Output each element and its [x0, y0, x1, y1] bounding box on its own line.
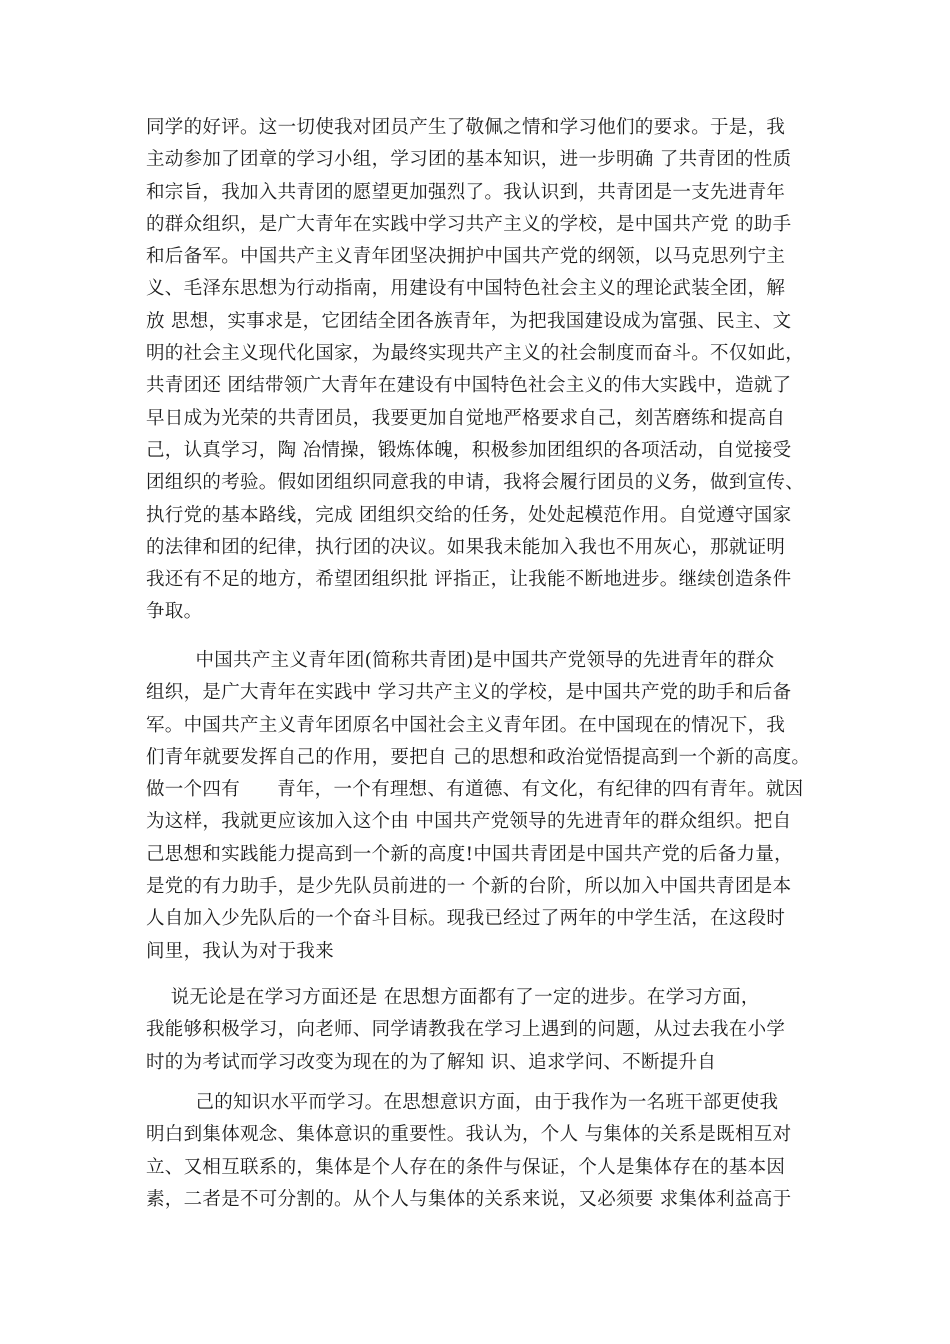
text-line: 义、毛泽东思想为行动指南，用建设有中国特色社会主义的理论武装全团，解 — [146, 278, 786, 300]
text-line: 时的为考试而学习改变为现在的为了解知 识、追求学问、不断提升自 — [146, 1051, 717, 1073]
paragraph-1 — [146, 112, 826, 629]
text-line: 军。中国共产主义青年团原名中国社会主义青年团。在中国现在的情况下，我 — [146, 714, 786, 736]
text-line: 素，二者是不可分割的。从个人与集体的关系来说，又必须要 求集体利益高于 — [146, 1188, 792, 1210]
paragraph-4 — [146, 1087, 826, 1216]
text-line: 放 思想，实事求是，它团结全团各族青年，为把我国建设成为富强、民主、文 — [146, 310, 792, 332]
text-line: 争取。 — [146, 601, 203, 623]
text-line: 组织，是广大青年在实践中 学习共产主义的学校，是中国共产党的助手和后备 — [146, 682, 792, 704]
text-line: 做一个四有 青年，一个有理想、有道德、有文化，有纪律的四有青年。就因 — [146, 779, 804, 801]
text-line: 们青年就要发挥自己的作用，要把自 己的思想和政治觉悟提高到一个新的高度。 — [146, 746, 811, 768]
paragraph-3 — [146, 982, 826, 1079]
text-line: 我还有不足的地方，希望团组织批 评指正，让我能不断地进步。继续创造条件 — [146, 569, 792, 591]
text-line: 同学的好评。这一切使我对团员产生了敬佩之情和学习他们的要求。于是，我 — [146, 117, 786, 138]
text-line: 明的社会主义现代化国家，为最终实现共产主义的社会制度而奋斗。不仅如此， — [146, 343, 805, 365]
paragraph-2 — [146, 645, 826, 968]
text-line: 明白到集体观念、集体意识的重要性。我认为，个人 与集体的关系是既相互对 — [146, 1124, 792, 1146]
text-line: 共青团还 团结带领广大青年在建设有中国特色社会主义的伟大实践中，造就了 — [146, 375, 792, 397]
text-line: 的法律和团的纪律，执行团的决议。如果我未能加入我也不用灰心，那就证明 — [146, 536, 786, 558]
text-line: 为这样，我就更应该加入这个由 中国共产党领导的先进青年的群众组织。把自 — [146, 811, 792, 833]
text-line: 的群众组织，是广大青年在实践中学习共产主义的学校，是中国共产党 的助手 — [146, 213, 792, 235]
text-line: 说无论是在学习方面还是 在思想方面都有了一定的进步。在学习方面， — [146, 987, 760, 1008]
text-line: 早日成为光荣的共青团员，我要更加自觉地严格要求自己，刻苦磨练和提高自 — [146, 407, 786, 429]
text-line: 中国共产主义青年团(简称共青团)是中国共产党领导的先进青年的群众 — [146, 650, 775, 671]
text-line: 己的知识水平而学习。在思想意识方面，由于我作为一名班干部更使我 — [146, 1092, 779, 1113]
text-line: 和宗旨，我加入共青团的愿望更加强烈了。我认识到，共青团是一支先进青年 — [146, 181, 786, 203]
text-line: 团组织的考验。假如团组织同意我的申请，我将会履行团员的义务，做到宣传、 — [146, 472, 805, 494]
text-line: 执行党的基本路线，完成 团组织交给的任务，处处起模范作用。自觉遵守国家 — [146, 504, 792, 526]
text-line: 间里，我认为对于我来 — [146, 940, 335, 962]
text-line: 我能够积极学习，向老师、同学请教我在学习上遇到的问题，从过去我在小学 — [146, 1019, 786, 1041]
text-line: 人自加入少先队后的一个奋斗目标。现我已经过了两年的中学生活，在这段时 — [146, 908, 786, 930]
text-line: 是党的有力助手，是少先队员前进的一 个新的台阶，所以加入中国共青团是本 — [146, 876, 792, 898]
text-line: 己，认真学习，陶 冶情操，锻炼体魄，积极参加团组织的各项活动，自觉接受 — [146, 439, 792, 461]
text-line: 己思想和实践能力提高到一个新的高度!中国共青团是中国共产党的后备力量， — [146, 843, 793, 865]
text-line: 立、又相互联系的，集体是个人存在的条件与保证，个人是集体存在的基本因 — [146, 1156, 786, 1178]
text-line: 主动参加了团章的学习小组，学习团的基本知识，进一步明确 了共青团的性质 — [146, 149, 792, 171]
text-line: 和后备军。中国共产主义青年团坚决拥护中国共产党的纲领，以马克思列宁主 — [146, 246, 786, 268]
